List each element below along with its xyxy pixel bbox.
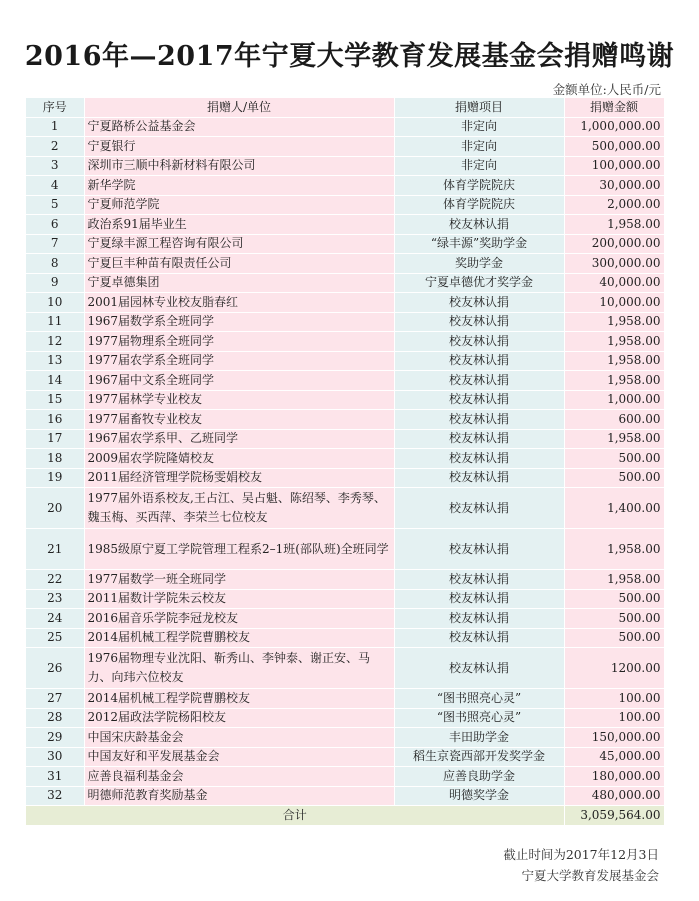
table-row xyxy=(26,117,664,137)
row-number: 3 xyxy=(26,156,84,176)
row-project: 校友林认捐 xyxy=(394,570,564,590)
total-label: 合计 xyxy=(26,806,564,826)
row-number: 15 xyxy=(26,390,84,410)
row-project: 丰田助学金 xyxy=(394,728,564,748)
row-number: 8 xyxy=(26,254,84,274)
row-donor: 应善良福利基金会 xyxy=(84,767,394,787)
row-number: 30 xyxy=(26,747,84,767)
row-number: 18 xyxy=(26,449,84,469)
row-number: 26 xyxy=(26,648,84,689)
table-row xyxy=(26,312,664,332)
column-header-donor: 捐赠人/单位 xyxy=(84,98,394,117)
row-amount: 40,000.00 xyxy=(564,273,664,293)
column-header-project: 捐赠项目 xyxy=(394,98,564,117)
row-project: “图书照亮心灵” xyxy=(394,708,564,728)
row-donor: 2001届园林专业校友脂春红 xyxy=(84,293,394,313)
row-number: 25 xyxy=(26,628,84,648)
footnote-organization: 宁夏大学教育发展基金会 xyxy=(521,868,659,883)
row-amount: 10,000.00 xyxy=(564,293,664,313)
column-header-amount: 捐赠金额 xyxy=(564,98,664,117)
row-donor: 宁夏路桥公益基金会 xyxy=(84,117,394,137)
row-amount: 500.00 xyxy=(564,589,664,609)
row-number: 31 xyxy=(26,767,84,787)
row-donor: 1977届外语系校友,王占江、吴占魁、陈绍琴、李秀琴、魏玉梅、买西萍、李荣兰七位校友 xyxy=(84,488,394,529)
table-row xyxy=(26,254,664,274)
row-donor: 1977届林学专业校友 xyxy=(84,390,394,410)
row-amount: 150,000.00 xyxy=(564,728,664,748)
row-number: 29 xyxy=(26,728,84,748)
table-row xyxy=(26,234,664,254)
row-amount: 1,958.00 xyxy=(564,429,664,449)
row-project: 非定向 xyxy=(394,156,564,176)
row-number: 19 xyxy=(26,468,84,488)
row-amount: 45,000.00 xyxy=(564,747,664,767)
row-donor: 2014届机械工程学院曹鹏校友 xyxy=(84,628,394,648)
row-amount: 180,000.00 xyxy=(564,767,664,787)
row-project: 稻生京瓷西部开发奖学金 xyxy=(394,747,564,767)
table-row xyxy=(26,371,664,391)
row-project: 校友林认捐 xyxy=(394,371,564,391)
row-donor: 中国宋庆龄基金会 xyxy=(84,728,394,748)
row-amount: 1,958.00 xyxy=(564,215,664,235)
row-project: 非定向 xyxy=(394,137,564,157)
table-row xyxy=(26,137,664,157)
row-donor: 1967届数学系全班同学 xyxy=(84,312,394,332)
table-row xyxy=(26,609,664,629)
row-donor: 宁夏巨丰种苗有限责任公司 xyxy=(84,254,394,274)
row-number: 32 xyxy=(26,786,84,806)
row-donor: 2011届经济管理学院杨雯娟校友 xyxy=(84,468,394,488)
table-row xyxy=(26,429,664,449)
table-row xyxy=(26,628,664,648)
row-project: 校友林认捐 xyxy=(394,332,564,352)
row-donor: 1976届物理专业沈阳、靳秀山、李钟泰、谢正安、马力、向玮六位校友 xyxy=(84,648,394,689)
row-project: 校友林认捐 xyxy=(394,312,564,332)
row-project: 校友林认捐 xyxy=(394,429,564,449)
row-amount: 100.00 xyxy=(564,708,664,728)
table-row xyxy=(26,215,664,235)
table-row xyxy=(26,390,664,410)
row-donor: 1985级原宁夏工学院管理工程系2–1班(部队班)全班同学 xyxy=(84,529,394,570)
row-amount: 2,000.00 xyxy=(564,195,664,215)
row-amount: 30,000.00 xyxy=(564,176,664,196)
row-number: 20 xyxy=(26,488,84,529)
row-donor: 2014届机械工程学院曹鹏校友 xyxy=(84,689,394,709)
row-amount: 480,000.00 xyxy=(564,786,664,806)
table-row xyxy=(26,529,664,570)
row-amount: 500.00 xyxy=(564,628,664,648)
donation-table xyxy=(26,98,665,826)
row-amount: 300,000.00 xyxy=(564,254,664,274)
table-row xyxy=(26,449,664,469)
row-project: 体育学院院庆 xyxy=(394,195,564,215)
row-amount: 500.00 xyxy=(564,609,664,629)
table-row xyxy=(26,176,664,196)
row-donor: 1967届农学系甲、乙班同学 xyxy=(84,429,394,449)
row-amount: 1,958.00 xyxy=(564,371,664,391)
row-number: 10 xyxy=(26,293,84,313)
row-project: 校友林认捐 xyxy=(394,410,564,430)
table-row xyxy=(26,648,664,689)
row-donor: 宁夏卓德集团 xyxy=(84,273,394,293)
row-amount: 200,000.00 xyxy=(564,234,664,254)
row-donor: 明德师范教育奖励基金 xyxy=(84,786,394,806)
currency-unit-note: 金额单位:人民币/元 xyxy=(552,82,661,97)
table-row xyxy=(26,468,664,488)
total-amount: 3,059,564.00 xyxy=(564,806,664,826)
row-project: 校友林认捐 xyxy=(394,628,564,648)
row-donor: 1977届农学系全班同学 xyxy=(84,351,394,371)
row-number: 5 xyxy=(26,195,84,215)
row-amount: 1,400.00 xyxy=(564,488,664,529)
table-row xyxy=(26,689,664,709)
row-amount: 100.00 xyxy=(564,689,664,709)
row-number: 4 xyxy=(26,176,84,196)
row-donor: 宁夏银行 xyxy=(84,137,394,157)
row-project: 明德奖学金 xyxy=(394,786,564,806)
table-row xyxy=(26,273,664,293)
row-project: 校友林认捐 xyxy=(394,648,564,689)
row-amount: 1,958.00 xyxy=(564,312,664,332)
row-project: 宁夏卓德优才奖学金 xyxy=(394,273,564,293)
table-row xyxy=(26,410,664,430)
table-row xyxy=(26,195,664,215)
table-header-row xyxy=(26,98,664,117)
row-amount: 100,000.00 xyxy=(564,156,664,176)
row-number: 16 xyxy=(26,410,84,430)
row-amount: 500.00 xyxy=(564,468,664,488)
row-number: 17 xyxy=(26,429,84,449)
row-project: 校友林认捐 xyxy=(394,293,564,313)
row-amount: 1200.00 xyxy=(564,648,664,689)
row-project: 校友林认捐 xyxy=(394,609,564,629)
row-donor: 2011届数计学院朱云校友 xyxy=(84,589,394,609)
row-donor: 2012届政法学院杨阳校友 xyxy=(84,708,394,728)
table-row xyxy=(26,786,664,806)
table-row xyxy=(26,728,664,748)
row-project: 应善良助学金 xyxy=(394,767,564,787)
row-donor: 中国友好和平发展基金会 xyxy=(84,747,394,767)
row-project: 校友林认捐 xyxy=(394,589,564,609)
table-row xyxy=(26,156,664,176)
row-number: 9 xyxy=(26,273,84,293)
row-amount: 500,000.00 xyxy=(564,137,664,157)
row-project: “图书照亮心灵” xyxy=(394,689,564,709)
page-title: 2016年—2017年宁夏大学教育发展基金会捐赠鸣谢 xyxy=(24,41,675,72)
row-project: 非定向 xyxy=(394,117,564,137)
row-project: “绿丰源”奖助学金 xyxy=(394,234,564,254)
row-amount: 1,958.00 xyxy=(564,570,664,590)
row-project: 校友林认捐 xyxy=(394,529,564,570)
table-row xyxy=(26,488,664,529)
row-donor: 宁夏师范学院 xyxy=(84,195,394,215)
row-number: 1 xyxy=(26,117,84,137)
table-row xyxy=(26,589,664,609)
table-row xyxy=(26,570,664,590)
row-amount: 1,000,000.00 xyxy=(564,117,664,137)
row-donor: 1977届数学一班全班同学 xyxy=(84,570,394,590)
row-amount: 500.00 xyxy=(564,449,664,469)
row-amount: 600.00 xyxy=(564,410,664,430)
row-number: 28 xyxy=(26,708,84,728)
row-project: 校友林认捐 xyxy=(394,488,564,529)
total-row xyxy=(26,806,664,826)
table-row xyxy=(26,767,664,787)
row-amount: 1,000.00 xyxy=(564,390,664,410)
row-project: 体育学院院庆 xyxy=(394,176,564,196)
footnote-cutoff-date: 截止时间为2017年12月3日 xyxy=(503,847,659,862)
row-number: 6 xyxy=(26,215,84,235)
row-number: 21 xyxy=(26,529,84,570)
row-donor: 宁夏绿丰源工程咨询有限公司 xyxy=(84,234,394,254)
row-donor: 2016届音乐学院李冠龙校友 xyxy=(84,609,394,629)
row-number: 11 xyxy=(26,312,84,332)
row-project: 校友林认捐 xyxy=(394,215,564,235)
row-number: 13 xyxy=(26,351,84,371)
row-donor: 1967届中文系全班同学 xyxy=(84,371,394,391)
table-row xyxy=(26,351,664,371)
row-donor: 1977届物理系全班同学 xyxy=(84,332,394,352)
column-header-number: 序号 xyxy=(26,98,84,117)
row-amount: 1,958.00 xyxy=(564,351,664,371)
row-donor: 深圳市三顺中科新材料有限公司 xyxy=(84,156,394,176)
table-row xyxy=(26,332,664,352)
row-number: 22 xyxy=(26,570,84,590)
row-project: 校友林认捐 xyxy=(394,390,564,410)
row-donor: 1977届畜牧专业校友 xyxy=(84,410,394,430)
row-amount: 1,958.00 xyxy=(564,529,664,570)
table-row xyxy=(26,293,664,313)
row-number: 12 xyxy=(26,332,84,352)
row-donor: 政治系91届毕业生 xyxy=(84,215,394,235)
table-row xyxy=(26,708,664,728)
row-project: 校友林认捐 xyxy=(394,449,564,469)
row-amount: 1,958.00 xyxy=(564,332,664,352)
row-project: 校友林认捐 xyxy=(394,468,564,488)
row-number: 27 xyxy=(26,689,84,709)
row-number: 14 xyxy=(26,371,84,391)
table-row xyxy=(26,747,664,767)
row-number: 24 xyxy=(26,609,84,629)
row-number: 23 xyxy=(26,589,84,609)
row-donor: 2009届农学院隆婧校友 xyxy=(84,449,394,469)
row-number: 2 xyxy=(26,137,84,157)
row-number: 7 xyxy=(26,234,84,254)
row-project: 奖助学金 xyxy=(394,254,564,274)
row-project: 校友林认捐 xyxy=(394,351,564,371)
row-donor: 新华学院 xyxy=(84,176,394,196)
